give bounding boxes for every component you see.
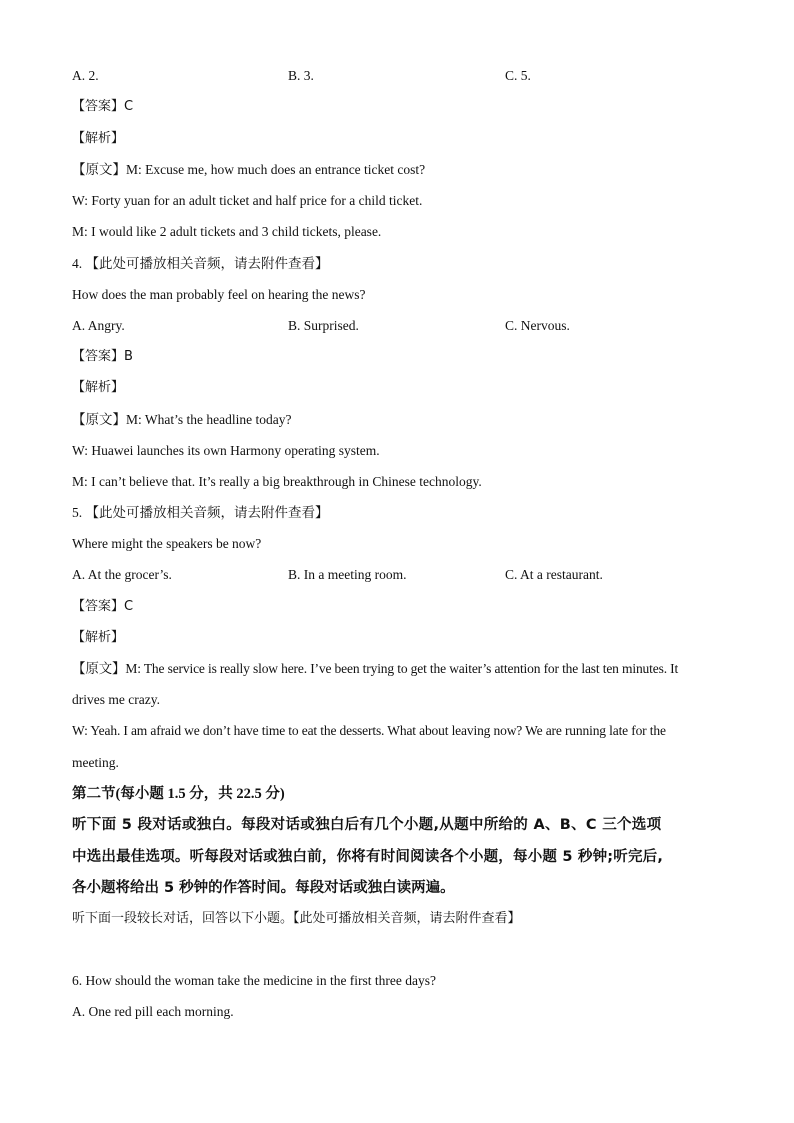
- section2-instruction-line-2: 中选出最佳选项。听每段对话或独白前，你将有时间阅读各个小题，每小题 5 秒钟;听完后,: [72, 849, 664, 865]
- q5-transcript-line-3: W: Yeah. I am afraid we don’t have time to eat the desserts. What about leaving now? We are running late for the: [72, 723, 666, 738]
- q5-option-b[interactable]: B. In a meeting room.: [288, 567, 407, 582]
- q3-transcript-line-2: W: Forty yuan for an adult ticket and half price for a child ticket.: [72, 193, 423, 208]
- q3-option-c[interactable]: C. 5.: [505, 68, 531, 83]
- q4-transcript-line-2: W: Huawei launches its own Harmony operating system.: [72, 443, 380, 458]
- q5-analysis: 【解析】: [72, 630, 125, 645]
- q5-transcript-line-4: meeting.: [72, 755, 119, 770]
- q4-option-c[interactable]: C. Nervous.: [505, 318, 570, 333]
- q5-header: 5. 【此处可播放相关音频，请去附件查看】: [72, 505, 329, 520]
- section2-note: 听下面一段较长对话，回答以下小题。【此处可播放相关音频，请去附件查看】: [72, 911, 521, 926]
- q4-question: How does the man probably feel on hearing the news?: [72, 287, 366, 302]
- q5-question: Where might the speakers be now?: [72, 536, 262, 551]
- q5-option-a[interactable]: A. At the grocer’s.: [72, 567, 172, 582]
- q6-question: 6. How should the woman take the medicine in the first three days?: [72, 973, 437, 988]
- q5-option-c[interactable]: C. At a restaurant.: [505, 567, 603, 582]
- q6-option-a[interactable]: A. One red pill each morning.: [72, 1004, 234, 1019]
- q3-answer: 【答案】C: [72, 99, 134, 114]
- q5-transcript-line-2: drives me crazy.: [72, 692, 160, 707]
- q5-transcript-line-1: 【原文】M: The service is really slow here. I’ve been trying to get the waiter’s attention for the last ten minutes. It: [72, 661, 679, 676]
- q4-analysis: 【解析】: [72, 380, 125, 395]
- q4-option-a[interactable]: A. Angry.: [72, 318, 125, 333]
- q4-header: 4. 【此处可播放相关音频，请去附件查看】: [72, 256, 329, 271]
- section2-title: 第二节(每小题 1.5 分，共 22.5 分): [72, 786, 285, 802]
- q3-transcript-line-1: 【原文】M: Excuse me, how much does an entrance ticket cost?: [72, 162, 426, 177]
- section2-instruction-line-3: 各小题将给出 5 秒钟的作答时间。每段对话或独白读两遍。: [72, 880, 455, 896]
- q3-analysis: 【解析】: [72, 131, 125, 146]
- q5-answer: 【答案】C: [72, 599, 134, 614]
- q4-answer: 【答案】B: [72, 349, 133, 364]
- section2-instruction-line-1: 听下面 5 段对话或独白。每段对话或独白后有几个小题,从题中所给的 A、B、C 三个选项: [72, 817, 662, 833]
- q3-option-a[interactable]: A. 2.: [72, 68, 99, 83]
- q4-option-b[interactable]: B. Surprised.: [288, 318, 359, 333]
- q4-transcript-line-1: 【原文】M: What’s the headline today?: [72, 412, 292, 427]
- q3-transcript-line-3: M: I would like 2 adult tickets and 3 child tickets, please.: [72, 224, 382, 239]
- q4-transcript-line-3: M: I can’t believe that. It’s really a big breakthrough in Chinese technology.: [72, 474, 482, 489]
- q3-option-b[interactable]: B. 3.: [288, 68, 314, 83]
